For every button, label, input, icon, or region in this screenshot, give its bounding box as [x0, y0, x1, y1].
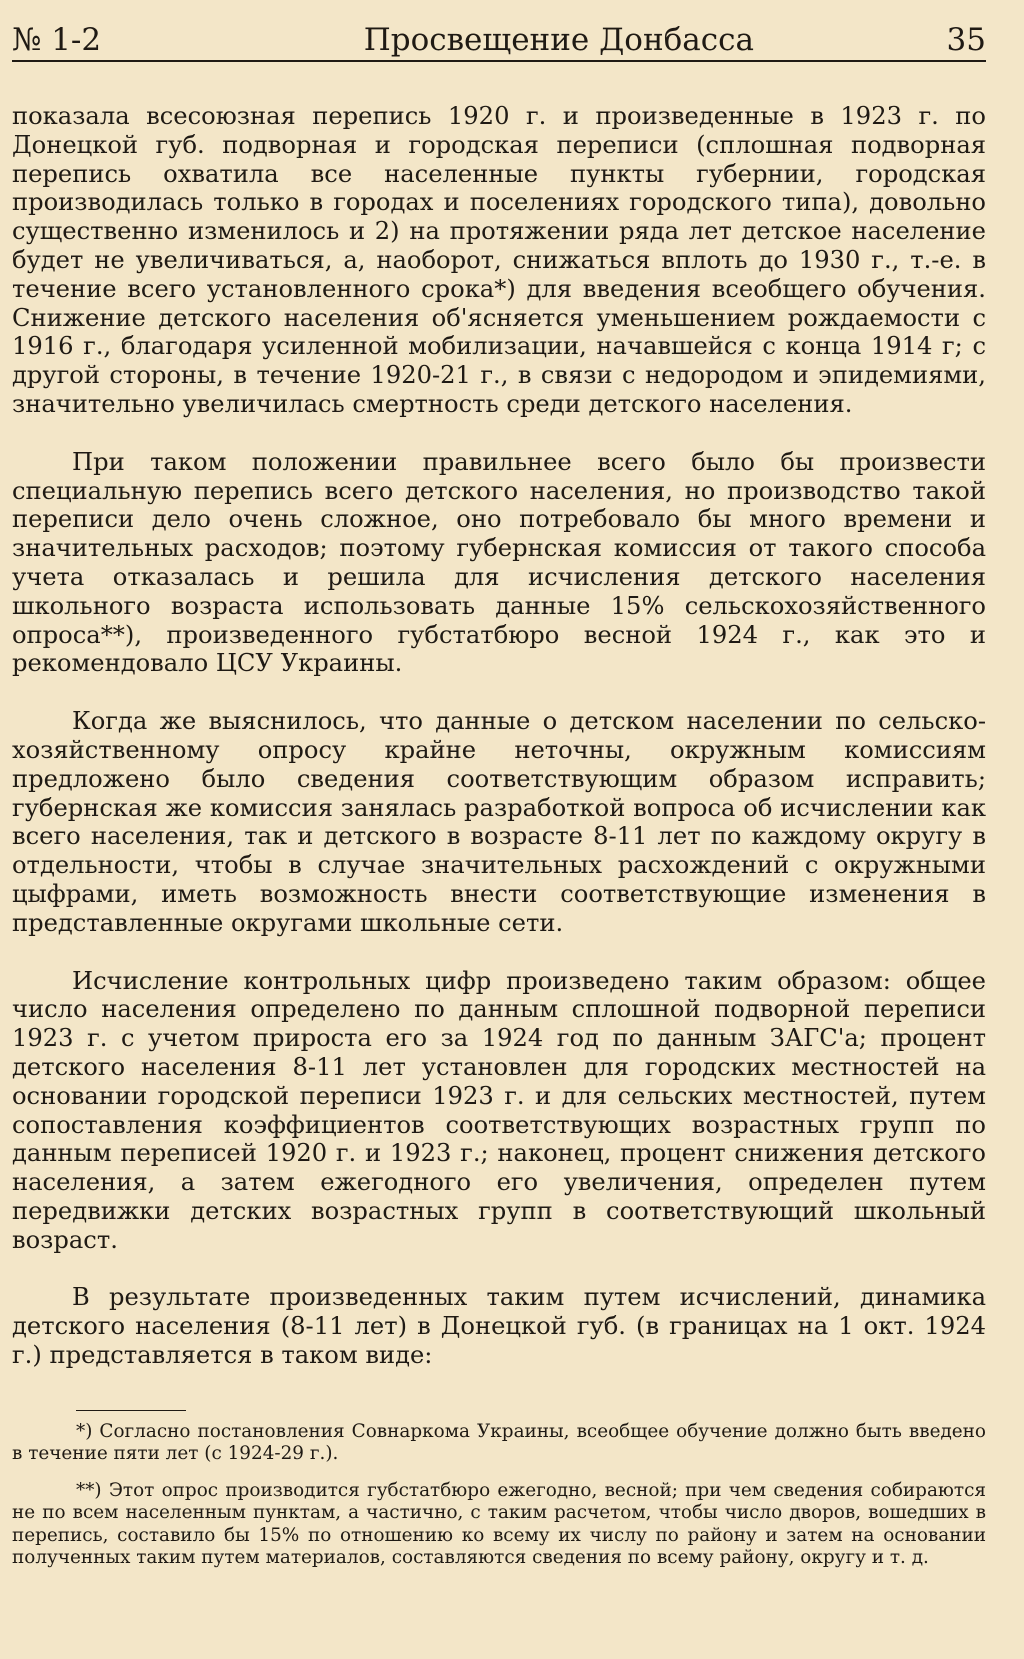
issue-number: № 1-2	[12, 22, 102, 58]
paragraph: При таком положении правильнее всего было бы произвести специальную перепись всего детского населения, но производство такой переписи дело очень сложное, оно потребовало бы много времени и значительных расходов; поэтому губернская комиссия от такого способа учета отказалась и решила для исчисления детского населения школьного возраста использовать данные 15% сельскохозяйственного опроса**), произведенного губстатбюро весной 1924 г., как это и рекомендовало ЦСУ Украины.	[12, 447, 986, 678]
page-number: 35	[946, 22, 986, 58]
footnotes	[12, 1421, 986, 1570]
footnote: **) Этот опрос производится губстатбюро ежегодно, весной; при чем сведения собираются не по всем населенным пунктам, а частично, с таким расчетом, чтобы число дворов, вошедших в перепись, составило бы 15% по отношению ко всему их числу по району и затем на основании полученных таким путем материалов, составляются сведения по всему району, округу и т. д.	[12, 1479, 986, 1569]
paragraph: Исчисление контрольных цифр произведено таким образом: общее число населения определено по данным сплошной подворной переписи 1923 г. с учетом прироста его за 1924 год по данным ЗАГС'а; процент детского населения 8-11 лет установлен для городских местностей на основании городской переписи 1923 г. и для сельских местностей, путем сопоставления коэффициентов соответствующих возрастных групп по данным переписей 1920 г. и 1923 г.; наконец, процент снижения детского населения, а затем ежегодного его увеличения, определен путем передвижки детских возрастных групп в соответствующий школьный возраст.	[12, 966, 986, 1254]
paragraph: Когда же выяснилось, что данные о детском населении по сельско-хозяйственному опросу крайне неточны, окружным комиссиям предложено было сведения соответствующим образом исправить; губернская же комиссия занялась разработкой вопроса об исчислении как всего населения, так и детского в возрасте 8-11 лет по каждому округу в отдельности, чтобы в случае значительных расхождений с окружными цыфрами, иметь возможность внести соответствующие изменения в представленные округами школьные сети.	[12, 707, 986, 937]
article-body	[12, 102, 986, 1370]
footnote-divider	[76, 1410, 186, 1411]
paragraph: В результате произведенных таким путем исчислений, динамика детского населения (8-11 лет) в Донецкой губ. (в границах на 1 окт. 1924 г.) представляется в таком виде:	[12, 1283, 986, 1370]
journal-title: Просвещение Донбасса	[363, 22, 754, 58]
page-header	[12, 18, 986, 62]
paragraph: показала всесоюзная перепись 1920 г. и произведенные в 1923 г. по Донецкой губ. подворная и городская переписи (сплошная подворная перепись охватила все населенные пункты губернии, городская производилась только в городах и поселениях городского типа), довольно существенно изменилось и 2) на протяжении ряда лет детское население будет не увеличиваться, а, наоборот, снижаться вплоть до 1930 г., т.-е. в течение всего установленного срока*) для введения всеобщего обучения. Снижение детского населения об'ясняется уменьшением рождаемости с 1916 г., благодаря усиленной мобилизации, начавшейся с конца 1914 г; с другой стороны, в течение 1920-21 г., в связи с недородом и эпидемиями, значительно увеличилась смертность среди детского населения.	[12, 102, 986, 418]
footnote: *) Согласно постановления Совнаркома Украины, всеобщее обучение должно быть введено в течение пяти лет (с 1924-29 г.).	[12, 1420, 986, 1465]
